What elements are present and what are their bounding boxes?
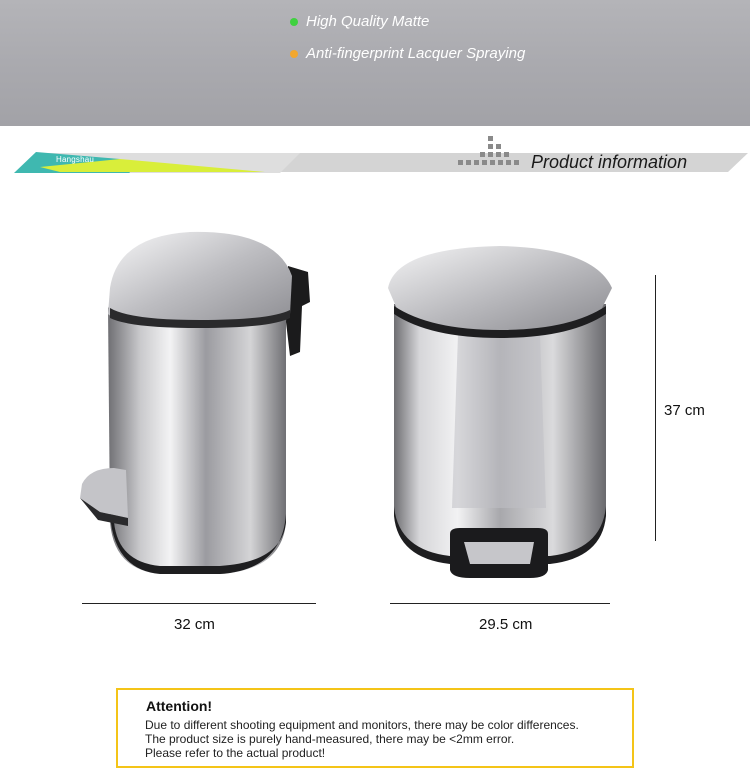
feature-label: High Quality Matte [306,13,430,30]
trash-can-front-view [380,238,620,588]
attention-line: Please refer to the actual product! [145,746,326,760]
attention-box [116,688,634,768]
height-line [655,275,656,541]
green-bullet-icon [290,18,298,26]
feature-label: Anti-fingerprint Lacquer Spraying [306,45,526,62]
attention-title: Attention! [146,698,213,714]
feature-item-lacquer [290,45,525,62]
trash-can-side-view [70,222,330,582]
width-line-left [82,603,316,604]
orange-bullet-icon [290,50,298,58]
attention-line: The product size is purely hand-measured, there may be <2mm error. [145,732,515,746]
width-label-left: 32 cm [174,616,215,633]
width-line-right [390,603,610,604]
section-title: Product information [531,152,688,172]
width-label-right: 29.5 cm [479,616,533,633]
height-label: 37 cm [664,402,705,419]
feature-item-matte [290,13,429,30]
attention-line: Due to different shooting equipment and monitors, there may be color differences. [145,718,579,732]
brand-label: Hangshau [56,155,95,164]
